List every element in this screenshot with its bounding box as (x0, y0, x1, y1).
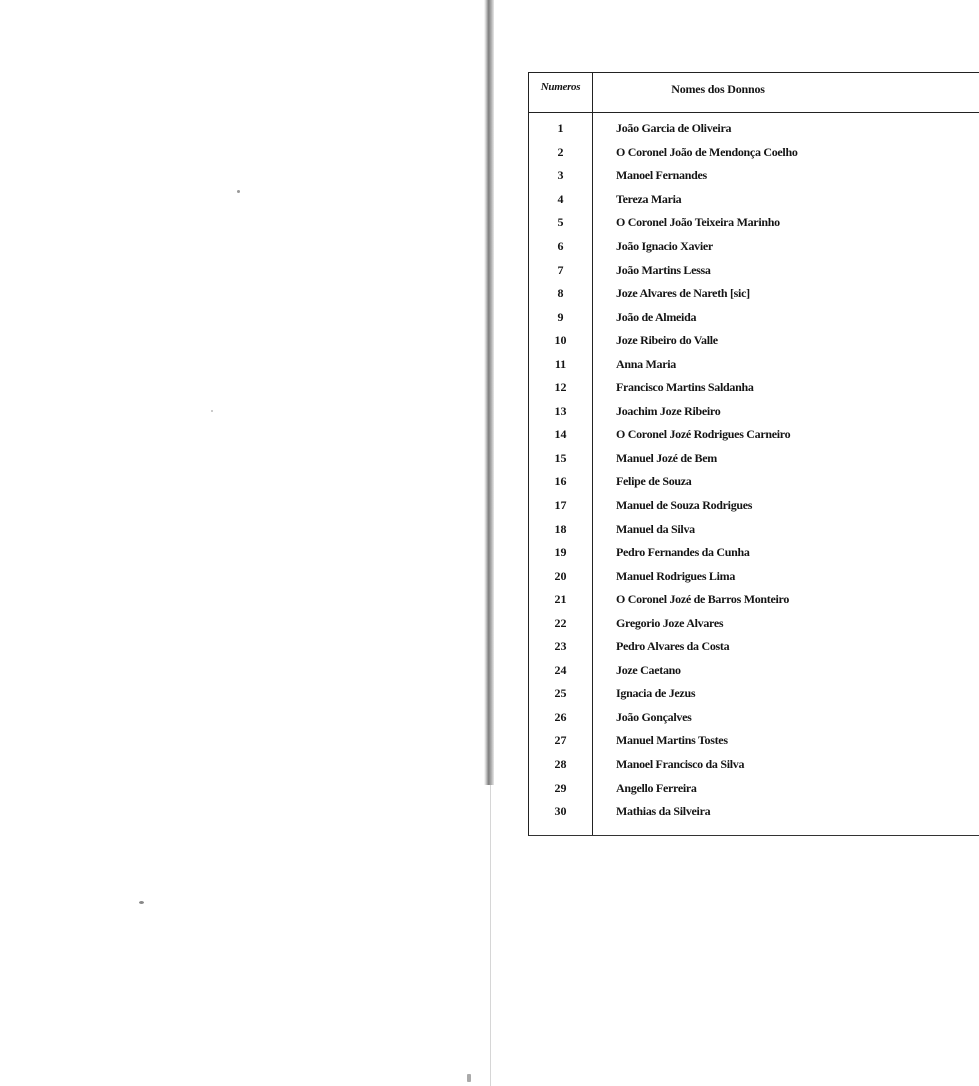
owner-name: João Gonçalves (616, 709, 692, 724)
table-row (529, 423, 979, 447)
row-number: 24 (554, 662, 567, 677)
row-number: 16 (554, 474, 567, 489)
row-number: 25 (554, 686, 567, 701)
table-row (529, 800, 979, 824)
table-row (529, 494, 979, 518)
table-row (529, 753, 979, 777)
table-body (529, 117, 979, 823)
row-number: 6 (557, 239, 564, 253)
row-number: 26 (554, 709, 567, 724)
owner-name: João Garcia de Oliveira (616, 121, 732, 136)
table-row (529, 352, 979, 376)
table-row (529, 706, 979, 730)
table-row (529, 235, 979, 259)
owner-name: João Ignacio Xavier (616, 239, 713, 253)
owner-name: Manuel Jozé de Bem (616, 450, 717, 465)
row-number: 17 (554, 498, 567, 513)
table-row (529, 400, 979, 424)
row-number: 30 (554, 804, 567, 819)
owner-name: Tereza Maria (616, 191, 682, 206)
gutter-shadow (490, 785, 491, 1086)
owner-name: Anna Maria (616, 356, 677, 371)
table-row (529, 541, 979, 565)
table-row (529, 635, 979, 659)
row-number: 13 (554, 403, 567, 418)
table-row (529, 564, 979, 588)
table-row (529, 682, 979, 706)
owner-name: Manuel da Silva (616, 521, 695, 536)
owner-name: O Coronel João Teixeira Marinho (616, 215, 780, 230)
owner-name: O Coronel Jozé Rodrigues Carneiro (616, 427, 791, 442)
row-number: 7 (557, 262, 564, 277)
table-row (529, 659, 979, 683)
owner-name: Joze Caetano (616, 662, 681, 677)
table-row (529, 729, 979, 753)
owner-name: Felipe de Souza (616, 474, 692, 489)
header-rule (529, 112, 979, 113)
owner-name: Manuel Martins Tostes (616, 733, 728, 748)
row-number: 23 (554, 639, 567, 654)
owner-name: Ignacia de Jezus (616, 686, 696, 701)
row-number: 15 (554, 450, 567, 465)
row-number: 27 (554, 733, 567, 748)
owner-name: João de Almeida (616, 309, 697, 324)
owners-table (528, 72, 979, 836)
row-number: 11 (554, 356, 567, 371)
table-row (529, 376, 979, 400)
table-row (529, 141, 979, 165)
table-row (529, 305, 979, 329)
row-number: 3 (557, 168, 564, 183)
table-row (529, 517, 979, 541)
paper-speck (139, 901, 144, 904)
owner-name: João Martins Lessa (616, 262, 711, 277)
row-number: 10 (554, 333, 567, 348)
row-number: 28 (554, 757, 567, 772)
owner-name: Joze Alvares de Nareth [sic] (616, 286, 750, 301)
table-row (529, 188, 979, 212)
row-number: 1 (557, 121, 564, 136)
owner-name: Pedro Fernandes da Cunha (616, 545, 750, 560)
row-number: 9 (557, 309, 564, 324)
row-number: 5 (557, 215, 564, 230)
owner-name: Francisco Martins Saldanha (616, 380, 754, 395)
table-row (529, 211, 979, 235)
row-number: 12 (554, 380, 567, 395)
row-number: 22 (554, 615, 567, 630)
table-row (529, 258, 979, 282)
owner-name: Manoel Fernandes (616, 168, 707, 183)
row-number: 18 (554, 521, 567, 536)
owner-name: Manuel de Souza Rodrigues (616, 498, 753, 513)
table-row (529, 282, 979, 306)
paper-speck (237, 190, 240, 193)
header-nomes: Nomes dos Donnos (671, 82, 765, 96)
row-number: 29 (554, 780, 567, 795)
owner-name: Manoel Francisco da Silva (616, 757, 745, 772)
owner-name: Joachim Joze Ribeiro (616, 403, 721, 418)
paper-speck (467, 1074, 471, 1082)
owner-name: Joze Ribeiro do Valle (616, 333, 718, 348)
table-row (529, 588, 979, 612)
owner-name: Pedro Alvares da Costa (616, 639, 730, 654)
owner-name: O Coronel Jozé de Barros Monteiro (616, 592, 790, 607)
owner-name: Mathias da Silveira (616, 804, 711, 819)
table-row (529, 329, 979, 353)
row-number: 4 (557, 191, 564, 206)
table-row (529, 164, 979, 188)
owner-name: O Coronel João de Mendonça Coelho (616, 144, 798, 159)
table-row (529, 117, 979, 141)
owner-name: Manuel Rodrigues Lima (616, 568, 736, 583)
owner-name: Angello Ferreira (616, 780, 697, 795)
owner-name: Gregorio Joze Alvares (616, 615, 724, 630)
row-number: 2 (557, 144, 564, 159)
book-gutter (484, 0, 494, 785)
table-row (529, 447, 979, 471)
header-numeros: Numeros (540, 81, 581, 93)
row-number: 19 (554, 545, 567, 560)
table-row (529, 611, 979, 635)
paper-speck (211, 410, 213, 412)
row-number: 21 (554, 592, 567, 607)
row-number: 8 (557, 286, 564, 301)
row-number: 20 (554, 568, 567, 583)
table-row (529, 470, 979, 494)
table-row (529, 776, 979, 800)
row-number: 14 (554, 427, 567, 442)
